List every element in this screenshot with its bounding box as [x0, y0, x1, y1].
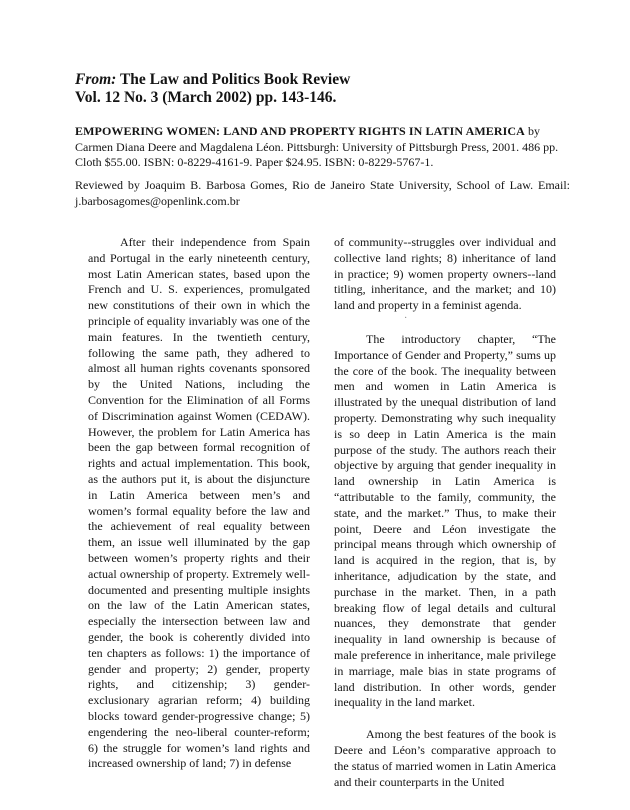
left-column: [88, 235, 310, 772]
from-label: From:: [75, 71, 117, 88]
body-paragraph: After their independence from Spain and Portugal in the early nineteenth century, most Latin American states, based upon the French and U. S. experiences, promulgated new constitutions of their own in which the principle of equality invariably was one of the main features. In the twentieth century, following the same path, they adhered to almost all human rights covenants sponsored by the United Nations, including the Convention for the Elimination of all Forms of Discrimination against Women (CEDAW). However, the problem for Latin America has been the gap between formal recognition of rights and actual implementation. This book, as the authors put it, is about the disjuncture in Latin America between men’s and women’s formal equality before the law and the achievement of real equality between them, an issue well illuminated by the gap between women’s property rights and their actual ownership of property. Extremely well-documented and presenting multiple insights on the law of the Latin American states, especially the intersection between law and gender, the book is coherently divided into ten chapters as follows: 1) the importance of gender and property; 2) gender, property rights, and citizenship; 3) gender-exclusionary agrarian reform; 4) building blocks toward gender-progressive change; 5) engendering the neo-liberal counter-reform; 6) the struggle for women’s land rights and increased ownership of land; 7) in defense: [88, 235, 310, 771]
body-paragraph: of community--struggles over individual and collective land rights; 8) inheritance of land in practice; 9) women property owners--land titling, inheritance, and the market; and 10) land and property in a feminist agenda.: [334, 235, 556, 313]
book-title: EMPOWERING WOMEN: LAND AND PROPERTY RIGHTS IN LATIN AMERICA: [75, 124, 525, 138]
body-paragraph: The introductory chapter, “The Importance of Gender and Property,” sums up the core of the book. The inequality between men and women in Latin America is illustrated by the unequal distribution of land property. Demonstrating why such inequality is so deep in Latin America is the main purpose of the study. The authors reach their objective by arguing that gender inequality in land ownership in Latin America is “attributable to the family, community, the state, and the market.” Thus, to make their point, Deere and Léon investigate the principal means through which ownership of land is acquired in the region, that is, by inheritance, adjudication by the state, and purchase in the market. Then, in a path breaking flow of legal details and cultural nuances, they demonstrate that gender inequality in land ownership is because of male preference in inheritance, male privilege in marriage, male bias in state programs of land distribution. In other words, gender inequality in the land market.: [334, 331, 556, 710]
source-line: [75, 71, 575, 89]
publication-header: [75, 71, 575, 107]
body-paragraph: Among the best features of the book is Deere and Léon’s comparative approach to the status of married women in Latin America and their counterparts in the United: [334, 727, 556, 789]
reviewer-line: Reviewed by Joaquim B. Barbosa Gomes, Rio de Janeiro State University, School of Law. Email: j.barbosagomes@openlink.com.br: [75, 178, 570, 208]
stray-mark: ·: [404, 312, 408, 324]
journal-title: The Law and Politics Book Review: [116, 71, 351, 88]
book-citation: [75, 124, 570, 171]
citation-details: by Carmen Diana Deere and Magdalena Léon. Pittsburgh: University of Pittsburgh Press, 2001. 486 pp. Cloth $55.00. ISBN: 0-8229-4161-9. Paper $24.95. ISBN: 0-8229-5767-1.: [75, 124, 559, 169]
volume-line: Vol. 12 No. 3 (March 2002) pp. 143-146.: [75, 89, 337, 106]
right-column: [334, 235, 556, 790]
